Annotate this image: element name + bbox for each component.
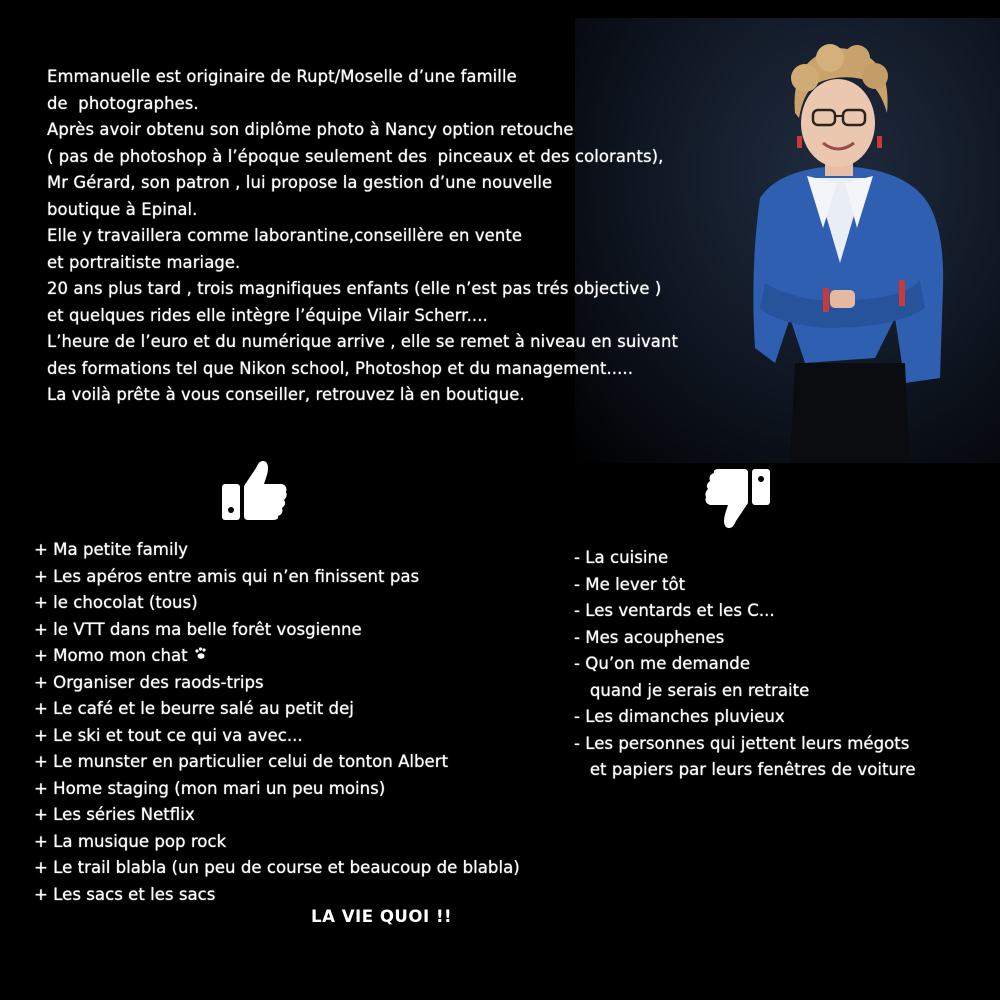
paw-icon: [193, 646, 209, 662]
like-item: + Organiser des raods-trips: [34, 672, 264, 692]
dislike-item: - Les ventards et les C...: [574, 601, 775, 620]
bio-line: Elle y travaillera comme laborantine,conseillère en vente: [47, 226, 523, 245]
bio-line: de photographes.: [47, 93, 199, 113]
bio-line: 20 ans plus tard , trois magnifiques enfants (elle n’est pas trés objective ): [47, 279, 662, 298]
bio-line: Mr Gérard, son patron , lui propose la gestion d’une nouvelle: [47, 173, 553, 192]
dislike-item: - Les personnes qui jettent leurs mégots: [574, 733, 910, 753]
bio-line: Emmanuelle est originaire de Rupt/Moselle d’une famille: [47, 67, 517, 86]
dislike-item: - Mes acouphenes: [574, 627, 725, 647]
closing-text: LA VIE QUOI !!: [311, 907, 453, 926]
dislike-item: et papiers par leurs fenêtres de voiture: [574, 760, 916, 779]
like-item: + Home staging (mon mari un peu moins): [34, 778, 386, 798]
like-item: + Les sacs et les sacs: [34, 884, 216, 904]
dislikes-list: [574, 545, 916, 784]
like-item-label: + Momo mon chat: [34, 646, 188, 665]
dislike-item: - Me lever tôt: [574, 574, 686, 594]
like-item: + Le ski et tout ce qui va avec...: [34, 725, 303, 745]
dislike-item: quand je serais en retraite: [574, 680, 810, 700]
like-item: + Le munster en particulier celui de tonton Albert: [34, 752, 449, 771]
dislike-item: - Les dimanches pluvieux: [574, 707, 785, 726]
bio-line: boutique à Epinal.: [47, 199, 198, 219]
like-item: + le VTT dans ma belle forêt vosgienne: [34, 619, 362, 639]
dislike-item: - La cuisine: [574, 548, 669, 567]
dislike-item: - Qu’on me demande: [574, 654, 751, 673]
bio-line: Après avoir obtenu son diplôme photo à Nancy option retouche: [47, 120, 574, 139]
thumbs-down-icon: [702, 465, 774, 533]
like-item: + Les séries Netflix: [34, 805, 195, 824]
like-item: + Les apéros entre amis qui n’en finissent pas: [34, 566, 420, 586]
likes-list: [34, 537, 520, 908]
bio-line: La voilà prête à vous conseiller, retrouvez là en boutique.: [47, 385, 525, 404]
bio-line: L’heure de l’euro et du numérique arrive , elle se remet à niveau en suivant: [47, 332, 678, 351]
bio-line: et portraitiste mariage.: [47, 252, 241, 272]
thumbs-up-icon: [218, 456, 290, 524]
like-item: + Ma petite family: [34, 540, 189, 559]
bio-line: des formations tel que Nikon school, Photoshop et du management.....: [47, 358, 634, 378]
like-item: + Le trail blabla (un peu de course et beaucoup de blabla): [34, 858, 520, 877]
bio-line: et quelques rides elle intègre l’équipe Vilair Scherr....: [47, 305, 488, 325]
like-item: + Le café et le beurre salé au petit dej: [34, 699, 354, 718]
like-item: + La musique pop rock: [34, 831, 227, 851]
like-item: + le chocolat (tous): [34, 593, 198, 612]
like-item-cat: [34, 643, 520, 670]
bio-line: ( pas de photoshop à l’époque seulement des pinceaux et des colorants),: [47, 146, 664, 166]
biography-text: [47, 64, 767, 409]
